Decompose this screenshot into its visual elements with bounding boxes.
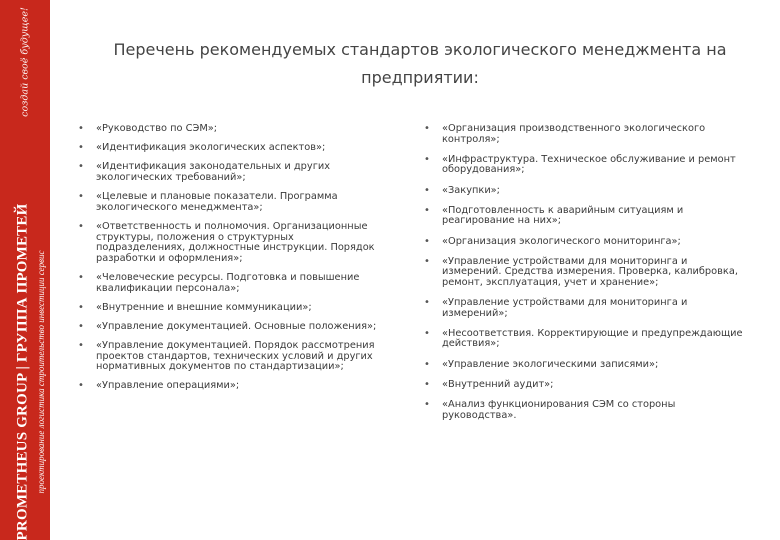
list-item	[78, 162, 378, 183]
bullet-icon: •	[78, 301, 84, 313]
list-item-text: «Анализ функционирования СЭМ со стороны руководства».	[442, 399, 676, 421]
list-item	[78, 303, 378, 314]
list-item-text: «Подготовленность к аварийным ситуациям и реагирование на них»;	[442, 204, 684, 227]
list-item	[78, 322, 378, 333]
list-item-text: «Организация экологического мониторинга»;	[442, 235, 681, 247]
bullet-icon: •	[424, 184, 430, 196]
bullet-icon: •	[78, 161, 84, 173]
list-item	[424, 360, 744, 371]
bullet-icon: •	[424, 399, 430, 411]
list-item-text: «Идентификация законодательных и других экологических требований»;	[96, 161, 331, 183]
right-standards-list	[424, 124, 744, 431]
bullet-icon: •	[424, 327, 430, 339]
bullet-icon: •	[78, 220, 84, 232]
list-item-text: «Руководство по СЭМ»;	[96, 123, 218, 134]
bullet-icon: •	[78, 123, 84, 134]
list-item-text: «Управление устройствами для мониторинга и измерений. Средства измерения. Проверка, калибровка, ремонт, эксплуатация, учет и хранение»;	[442, 255, 738, 288]
list-item	[78, 273, 378, 294]
list-item-text: «Закупки»;	[442, 184, 500, 196]
list-item	[424, 155, 744, 176]
list-item	[424, 206, 744, 227]
bullet-icon: •	[424, 358, 430, 370]
bullet-icon: •	[424, 255, 430, 267]
list-item	[424, 298, 744, 319]
list-item	[424, 400, 744, 421]
bullet-icon: •	[78, 142, 84, 154]
list-item	[424, 237, 744, 248]
list-item-text: «Ответственность и полномочия. Организационные структуры, положения о структурных подразделениях, должностные инструкции. Порядок разработки и оформления»;	[96, 220, 375, 264]
page-title-line-2: предприятии:	[361, 68, 479, 87]
list-item-text: «Целевые и плановые показатели. Программа экологического менеджмента»;	[96, 191, 338, 213]
bullet-icon: •	[424, 123, 430, 134]
list-item	[78, 341, 378, 373]
list-item-text: «Внутренние и внешние коммуникации»;	[96, 301, 312, 313]
bullet-icon: •	[424, 204, 430, 216]
bullet-icon: •	[424, 378, 430, 390]
list-item-text: «Управление устройствами для мониторинга и измерений»;	[442, 297, 688, 319]
list-item-text: «Инфраструктура. Техническое обслуживание и ремонт оборудования»;	[442, 153, 736, 176]
list-item-text: «Управление документацией. Порядок рассмотрения проектов стандартов, технических условий и других нормативных документов по стандартизации»;	[96, 340, 375, 373]
list-item-text: «Несоответствия. Корректирующие и предупреждающие действия»;	[442, 327, 743, 350]
list-item	[424, 257, 744, 289]
bullet-icon: •	[78, 340, 84, 352]
brand-text-area	[0, 0, 50, 540]
bullet-icon: •	[78, 271, 84, 283]
list-item-text: «Внутренний аудит»;	[442, 378, 554, 390]
list-item	[78, 124, 378, 135]
bullet-icon: •	[78, 320, 84, 332]
list-item	[424, 380, 744, 391]
list-item	[78, 143, 378, 154]
bullet-icon: •	[78, 380, 84, 392]
list-item	[424, 329, 744, 350]
list-item-text: «Идентификация экологических аспектов»;	[96, 142, 326, 154]
left-standards-list	[78, 124, 378, 401]
list-item-text: «Управление документацией. Основные положения»;	[96, 320, 377, 332]
list-item-text: «Человеческие ресурсы. Подготовка и повышение квалификации персонала»;	[96, 271, 360, 294]
list-item	[424, 124, 744, 145]
list-item	[78, 222, 378, 264]
bullet-icon: •	[424, 235, 430, 247]
list-item-text: «Управление экологическими записями»;	[442, 358, 659, 370]
brand-subtitle: проектирование логистика строительство инвестиции сервис	[36, 250, 46, 494]
brand-name: PROMETHEUS GROUP | ГРУППА ПРОМЕТЕЙ	[14, 203, 31, 540]
page-title	[60, 36, 780, 92]
bullet-icon: •	[78, 191, 84, 203]
list-item-text: «Организация производственного экологического контроля»;	[442, 123, 706, 145]
brand-slogan: создай своё будущее!	[19, 7, 31, 117]
bullet-icon: •	[424, 297, 430, 309]
list-item	[78, 192, 378, 213]
bullet-icon: •	[424, 153, 430, 165]
list-item	[424, 186, 744, 197]
list-item-text: «Управление операциями»;	[96, 380, 240, 392]
list-item	[78, 381, 378, 392]
page-title-line-1: Перечень рекомендуемых стандартов экологического менеджмента на	[113, 40, 727, 59]
